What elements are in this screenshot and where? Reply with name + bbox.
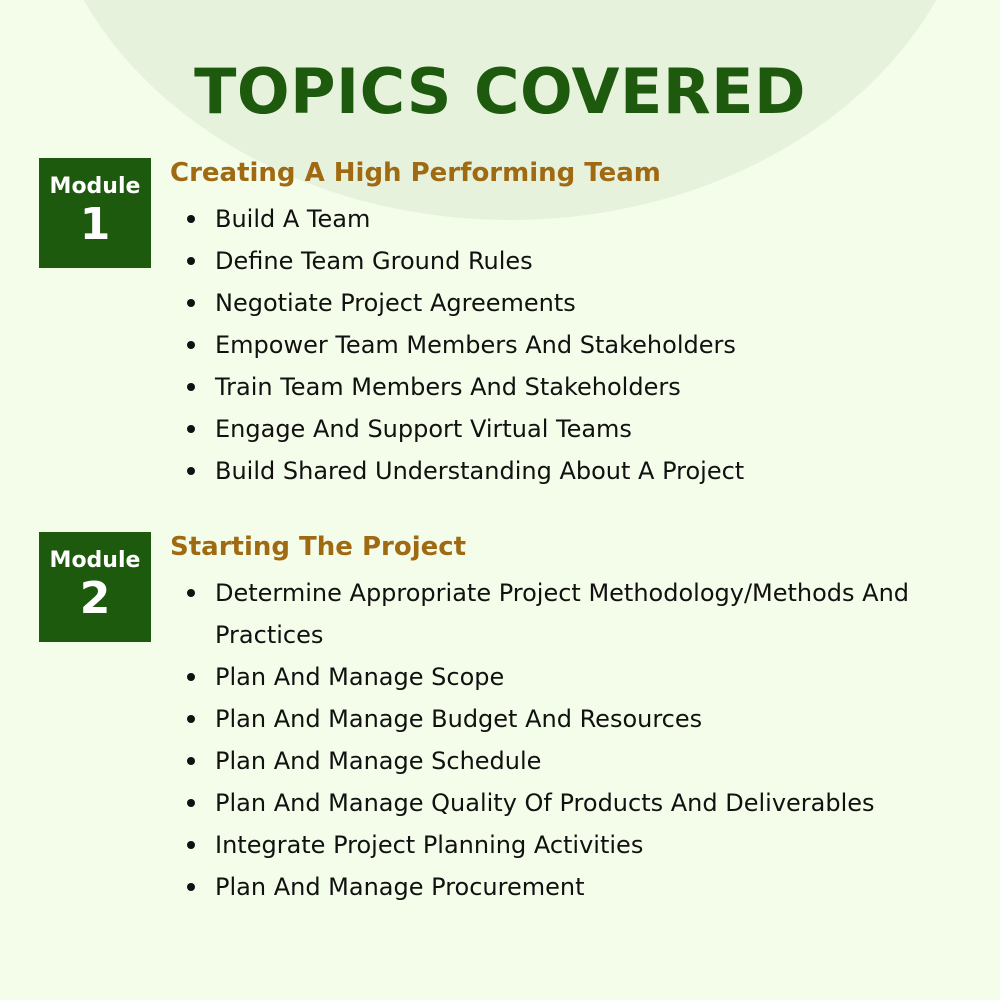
module-1-badge-label: Module [49, 174, 141, 199]
topic-item: Plan And Manage Scope [215, 656, 975, 698]
topic-item: Engage And Support Virtual Teams [215, 408, 975, 450]
topic-item: Plan And Manage Schedule [215, 740, 975, 782]
topic-item: Define Team Ground Rules [215, 240, 975, 282]
topic-item: Build A Team [215, 198, 975, 240]
topic-item: Train Team Members And Stakeholders [215, 366, 975, 408]
module-1-badge [39, 158, 151, 268]
module-1-heading: Creating A High Performing Team [170, 158, 661, 188]
topic-item: Empower Team Members And Stakeholders [215, 324, 975, 366]
module-1-badge-number: 1 [79, 199, 111, 250]
module-2-badge [39, 532, 151, 642]
page-title: TOPICS COVERED [194, 55, 806, 128]
module-2-heading: Starting The Project [170, 532, 467, 562]
topic-item: Plan And Manage Procurement [215, 866, 975, 908]
module-2-badge-number: 2 [79, 573, 111, 624]
module-2-topic-list [215, 572, 975, 908]
topic-item: Negotiate Project Agreements [215, 282, 975, 324]
topic-item: Integrate Project Planning Activities [215, 824, 975, 866]
module-2-badge-label: Module [49, 548, 141, 573]
topic-item: Determine Appropriate Project Methodology/Methods And Practices [215, 572, 975, 656]
module-1-topic-list [215, 198, 975, 492]
topic-item: Plan And Manage Budget And Resources [215, 698, 975, 740]
topic-item: Plan And Manage Quality Of Products And Deliverables [215, 782, 975, 824]
topic-item: Build Shared Understanding About A Project [215, 450, 975, 492]
